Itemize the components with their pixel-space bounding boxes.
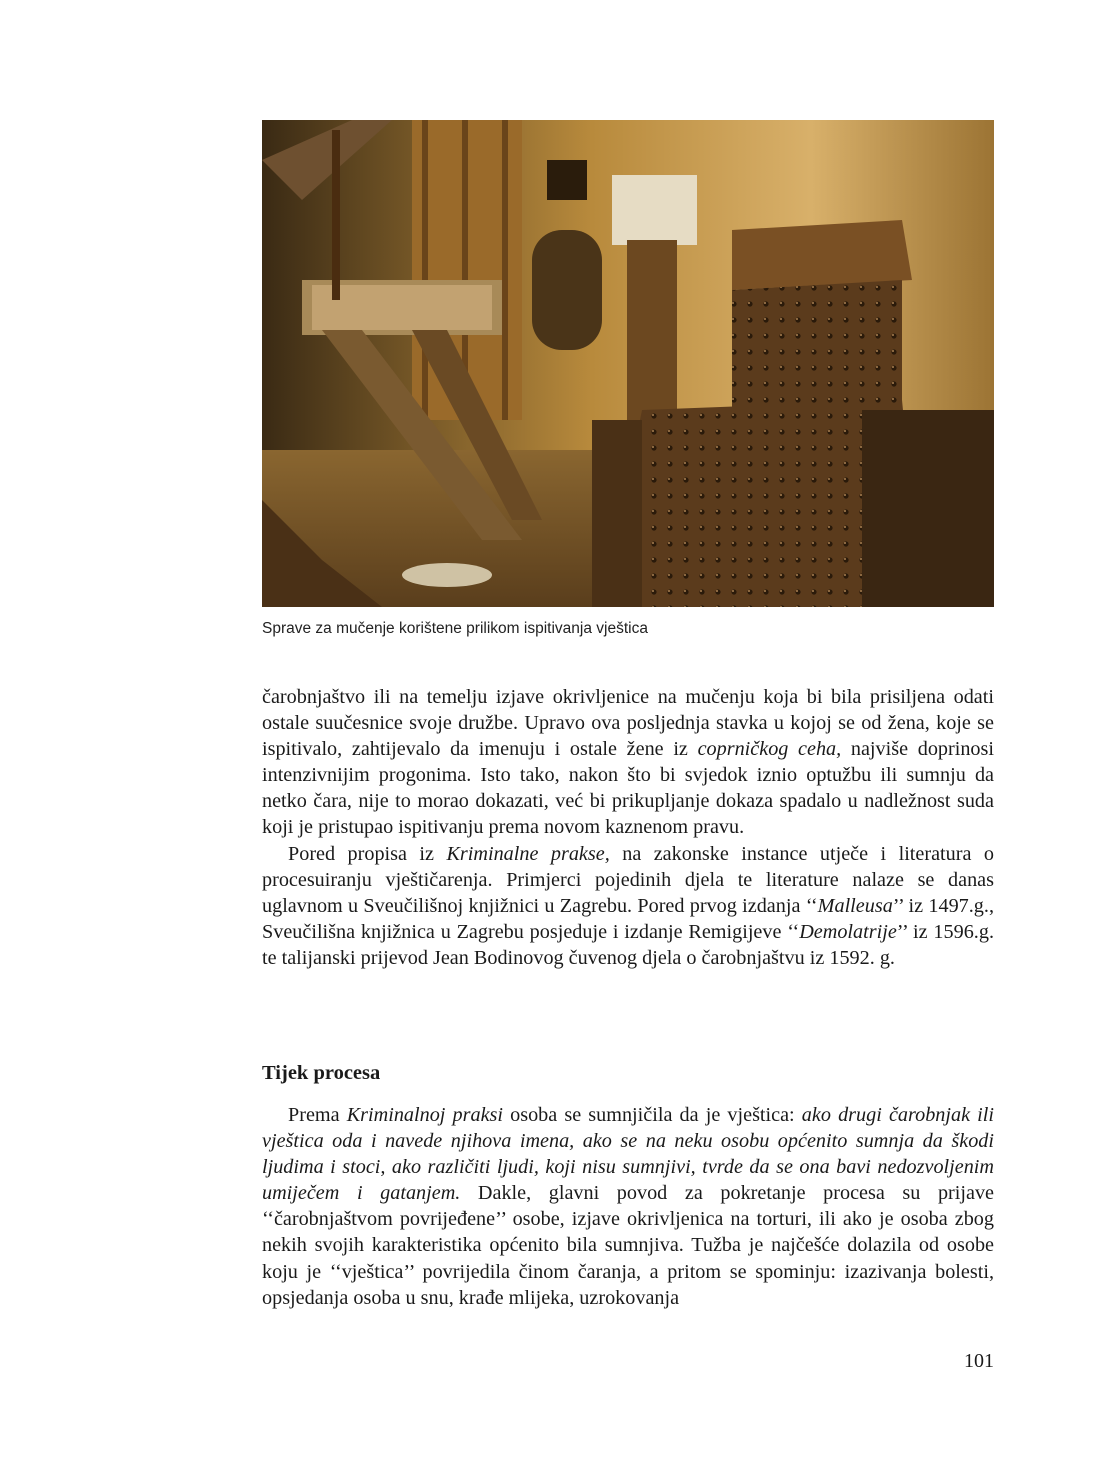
text-run: na zakonske instance utječe i literatura o procesuiranju vještičarenja. Primjerci pojedinih djela te literature nalaze se danas uglavnom u Sveučilišnoj knjižnici u Zagrebu. Pored prvog izdanja ‘‘ <box>262 842 994 917</box>
paragraph <box>262 841 994 971</box>
body-text-block-2 <box>262 1102 994 1311</box>
section-heading: Tijek procesa <box>262 1062 381 1084</box>
body-text-block-1 <box>262 684 994 971</box>
italic-term: Malleusa <box>817 894 893 917</box>
text-run: najviše doprinosi intenzivnijim progonima. Isto tako, nakon što bi svjedok iznio optužbu ili sumnju da netko čara, nije to morao dokazati, već bi prikupljanje dokaza spadalo u nadležnost suda koji je pristupao ispitivanju prema novom kaznenom pravu. <box>262 738 994 839</box>
italic-term: Kriminalne prakse, <box>446 842 610 865</box>
text-run: Prema <box>288 1104 347 1126</box>
italic-term: coprničkog ceha, <box>697 738 842 761</box>
paragraph <box>262 1102 994 1311</box>
text-run: osoba se sumnjičila da je vještica: <box>503 1104 802 1126</box>
text-run: ’’ iz 1596.g. te talijanski prijevod Jean Bodinovog čuvenog djela o čarobnjaštvu iz 1592. g. <box>262 920 994 969</box>
text-run: ’’ iz 1497.g., Sveučilišna knjižnica u Zagrebu posjeduje i izdanje Remigijeve ‘‘ <box>262 894 994 943</box>
page-number: 101 <box>964 1350 994 1372</box>
italic-term: Demolatrije <box>799 920 897 943</box>
text-run: Dakle, glavni povod za pokretanje procesa su prijave ‘‘čarobnjaštvom povrijeđene’’ osobe, izjave okrivljenica na torturi, ili ako je osoba zbog nekih svojih karakteristika općenito bila sumnjiva. Tužba je najčešće dolazila od osobe koju je ‘‘vještica’’ povrijedila činom čaranja, a pritom se spominju: izazivanja bolesti, opsjedanja osoba u snu, krađe mlijeka, uzrokovanja <box>262 1182 995 1309</box>
photo-illustration <box>262 120 994 607</box>
italic-quote: ako drugi čarobnjak ili vještica oda i navede njihova imena, ako se na neku osobu općenito sumnja da škodi ljudima i stoci, ako različiti ljudi, koji nisu sumnjivi, tvrde da se ona bavi nedozvoljenim umiječem i gatanjem. <box>262 1104 994 1205</box>
italic-term: Kriminalnoj praksi <box>346 1104 504 1126</box>
torture-devices-photo <box>262 120 994 607</box>
paragraph <box>262 684 994 841</box>
text-run: čarobnjaštvo ili na temelju izjave okrivljenice na mučenju koja bi bila prisiljena odati ostale suučesnice svoje družbe. Upravo ova posljednja stavka u kojoj se od žena, koje se ispitivalo, zahtijevalo da imenuju i ostale žene iz <box>262 686 994 761</box>
text-run: Pored propisa iz <box>288 842 447 865</box>
figure-caption: Sprave za mučenje korištene prilikom ispitivanja vještica <box>262 620 648 637</box>
